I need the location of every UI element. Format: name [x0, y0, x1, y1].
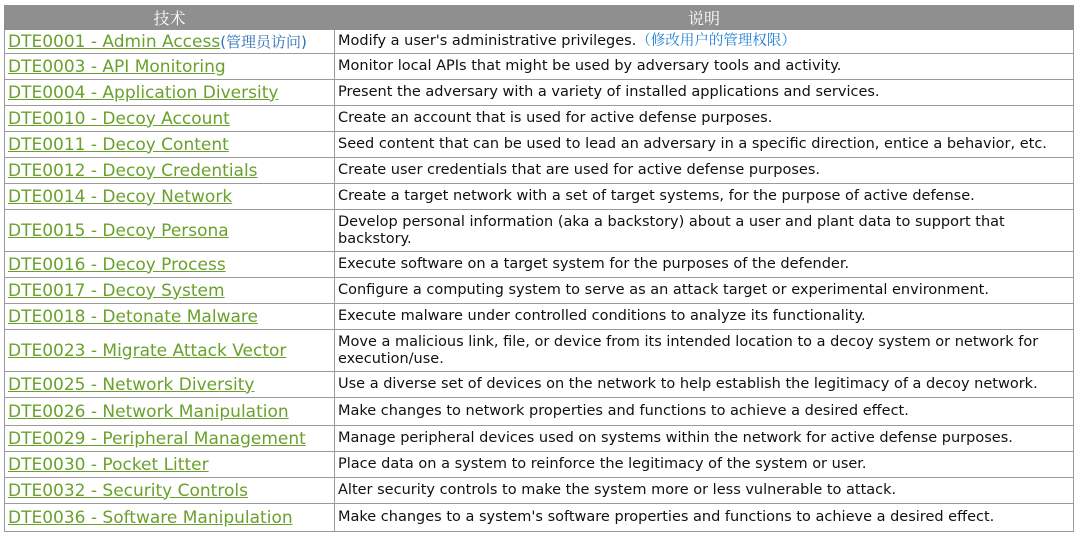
technique-cell	[5, 158, 335, 184]
technique-cell	[5, 210, 335, 252]
description-cell	[335, 478, 1074, 504]
technique-cell	[5, 478, 335, 504]
technique-link[interactable]: DTE0004 - Application Diversity	[8, 82, 279, 103]
table-row	[5, 478, 1074, 504]
technique-cell	[5, 504, 335, 532]
description-cell	[335, 330, 1074, 372]
description-cell	[335, 252, 1074, 278]
description-cell	[335, 210, 1074, 252]
table-row	[5, 54, 1074, 80]
description-text: Create a target network with a set of target systems, for the purpose of active defense.	[338, 188, 975, 204]
technique-link[interactable]: DTE0017 - Decoy System	[8, 280, 225, 301]
technique-cell	[5, 132, 335, 158]
technique-cell	[5, 278, 335, 304]
table-row	[5, 504, 1074, 532]
description-text: Configure a computing system to serve as an attack target or experimental environment.	[338, 282, 989, 298]
technique-link[interactable]: DTE0001 - Admin Access	[8, 31, 221, 52]
description-text: Present the adversary with a variety of installed applications and services.	[338, 84, 880, 100]
description-cell	[335, 158, 1074, 184]
technique-link[interactable]: DTE0012 - Decoy Credentials	[8, 160, 258, 181]
description-text: Place data on a system to reinforce the legitimacy of the system or user.	[338, 456, 867, 472]
description-text: Execute software on a target system for the purposes of the defender.	[338, 256, 850, 272]
description-cell	[335, 372, 1074, 398]
table-row	[5, 132, 1074, 158]
table-row	[5, 184, 1074, 210]
description-cell	[335, 304, 1074, 330]
description-text: Develop personal information (aka a backstory) about a user and plant data to support that backstory.	[338, 213, 1005, 247]
description-text: Modify a user's administrative privileges.	[338, 33, 637, 49]
technique-cell	[5, 452, 335, 478]
table-row	[5, 398, 1074, 426]
description-text: Make changes to a system's software properties and functions to achieve a desired effect.	[338, 509, 995, 525]
table-row	[5, 106, 1074, 132]
description-text: Create user credentials that are used for active defense purposes.	[338, 162, 820, 178]
description-cell	[335, 54, 1074, 80]
techniques-table	[4, 5, 1074, 532]
technique-cell	[5, 252, 335, 278]
description-cell	[335, 426, 1074, 452]
description-text: Use a diverse set of devices on the network to help establish the legitimacy of a decoy network.	[338, 376, 1038, 392]
technique-cell	[5, 330, 335, 372]
technique-cell	[5, 398, 335, 426]
description-cell	[335, 278, 1074, 304]
description-cell	[335, 452, 1074, 478]
technique-link[interactable]: DTE0023 - Migrate Attack Vector	[8, 340, 287, 361]
technique-cell	[5, 372, 335, 398]
description-text: Alter security controls to make the system more or less vulnerable to attack.	[338, 482, 897, 498]
technique-cell	[5, 184, 335, 210]
description-text: Create an account that is used for active defense purposes.	[338, 110, 773, 126]
description-cell	[335, 80, 1074, 106]
technique-cell	[5, 304, 335, 330]
technique-link[interactable]: DTE0029 - Peripheral Management	[8, 428, 306, 449]
technique-link[interactable]: DTE0015 - Decoy Persona	[8, 220, 229, 241]
technique-cell	[5, 54, 335, 80]
description-text: Move a malicious link, file, or device from its intended location to a decoy system or network for execution/use.	[338, 333, 1039, 367]
header-row	[5, 6, 1074, 30]
table-row	[5, 304, 1074, 330]
technique-cell	[5, 106, 335, 132]
table-row	[5, 452, 1074, 478]
technique-link[interactable]: DTE0003 - API Monitoring	[8, 56, 226, 77]
description-text: Make changes to network properties and functions to achieve a desired effect.	[338, 403, 909, 419]
table-row	[5, 252, 1074, 278]
header-description: 说明	[335, 6, 1074, 30]
description-cell	[335, 30, 1074, 54]
description-text: Manage peripheral devices used on systems within the network for active defense purposes.	[338, 430, 1013, 446]
header-technique: 技术	[5, 6, 335, 30]
technique-link[interactable]: DTE0036 - Software Manipulation	[8, 507, 293, 528]
table-row	[5, 372, 1074, 398]
technique-link[interactable]: DTE0016 - Decoy Process	[8, 254, 226, 275]
technique-link[interactable]: DTE0032 - Security Controls	[8, 480, 248, 501]
technique-cell	[5, 30, 335, 54]
description-cell	[335, 132, 1074, 158]
technique-link[interactable]: DTE0011 - Decoy Content	[8, 134, 229, 155]
table-row	[5, 278, 1074, 304]
table-row	[5, 210, 1074, 252]
technique-link[interactable]: DTE0026 - Network Manipulation	[8, 401, 289, 422]
technique-note-zh: (管理员访问)	[220, 32, 307, 51]
table-row	[5, 426, 1074, 452]
description-note-zh: （修改用户的管理权限）	[636, 33, 796, 49]
technique-link[interactable]: DTE0030 - Pocket Litter	[8, 454, 209, 475]
description-cell	[335, 504, 1074, 532]
technique-link[interactable]: DTE0010 - Decoy Account	[8, 108, 230, 129]
table-row	[5, 30, 1074, 54]
table-body	[5, 30, 1074, 532]
description-text: Seed content that can be used to lead an adversary in a specific direction, entice a behavior, etc.	[338, 136, 1047, 152]
table-row	[5, 80, 1074, 106]
description-text: Monitor local APIs that might be used by adversary tools and activity.	[338, 58, 842, 74]
description-cell	[335, 184, 1074, 210]
table-row	[5, 158, 1074, 184]
description-cell	[335, 398, 1074, 426]
description-cell	[335, 106, 1074, 132]
technique-cell	[5, 80, 335, 106]
description-text: Execute malware under controlled conditions to analyze its functionality.	[338, 308, 866, 324]
technique-link[interactable]: DTE0014 - Decoy Network	[8, 186, 233, 207]
table-row	[5, 330, 1074, 372]
technique-link[interactable]: DTE0018 - Detonate Malware	[8, 306, 258, 327]
technique-link[interactable]: DTE0025 - Network Diversity	[8, 374, 255, 395]
technique-cell	[5, 426, 335, 452]
